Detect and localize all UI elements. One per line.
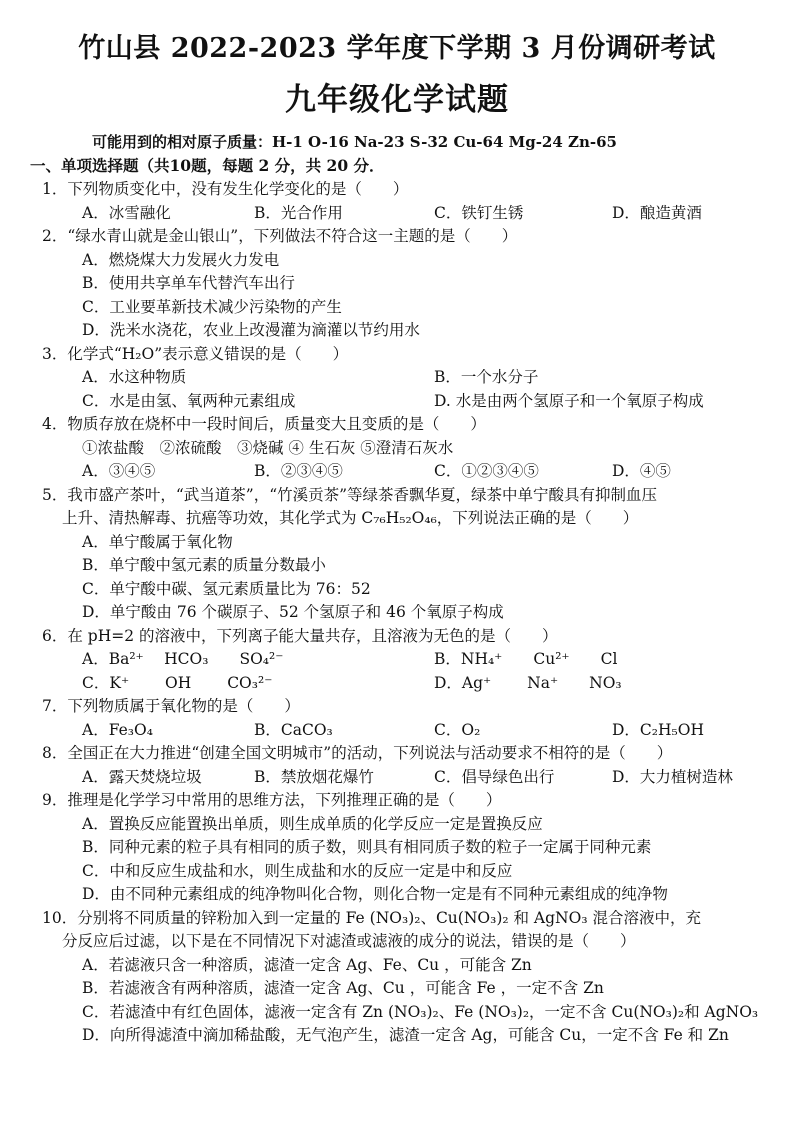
option-d: D．单宁酸由 76 个碳原子、52 个氢原子和 46 个氧原子构成 [82, 603, 504, 621]
question-stem: 8．全国正在大力推进“创建全国文明城市”的活动，下列说法与活动要求不相符的是（ ） [42, 744, 673, 762]
atomic-masses: 可能用到的相对原子质量：H-1 O-16 Na-23 S-32 Cu-64 Mg-24 Zn-65 [92, 133, 617, 151]
question-3 [30, 343, 764, 414]
option-b: B．CaCO₃ [254, 720, 333, 739]
option-c: C．若滤渣中有红色固体，滤液一定含有 Zn (NO₃)₂、Fe (NO₃)₂，一定不含 Cu(NO₃)₂和 AgNO₃ [82, 1002, 759, 1021]
question-options [30, 460, 764, 484]
question-9 [30, 789, 764, 907]
option-d: D．大力植树造林 [612, 767, 733, 786]
option-b: B．②③④⑤ [254, 462, 343, 480]
option-a: A．冰雪融化 [82, 203, 171, 222]
question-options [30, 366, 764, 413]
option-c: C．工业要革新技术减少污染物的产生 [82, 297, 342, 316]
question-10 [30, 907, 764, 1048]
option-c: C．中和反应生成盐和水，则生成盐和水的反应一定是中和反应 [82, 861, 513, 880]
option-c: C．铁钉生锈 [434, 203, 524, 222]
question-stem-continued: 分反应后过滤，以下是在不同情况下对滤渣或滤液的成分的说法，错误的是（ ） [62, 932, 636, 950]
option-b: B．禁放烟花爆竹 [254, 767, 374, 786]
option-c: C．①②③④⑤ [434, 462, 539, 480]
question-8 [30, 742, 764, 789]
question-stem: 4．物质存放在烧杯中一段时间后，质量变大且变质的是（ ） [42, 415, 486, 433]
question-stem: 1．下列物质变化中，没有发生化学变化的是（ ） [42, 180, 409, 198]
option-b: B．一个水分子 [434, 368, 539, 386]
option-d: D．酿造黄酒 [612, 203, 702, 222]
option-a: A．Ba²⁺ HCO₃ SO₄²⁻ [82, 650, 284, 668]
option-c: C．单宁酸中碳、氢元素质量比为 76：52 [82, 579, 371, 598]
option-d: D．由不同种元素组成的纯净物叫化合物，则化合物一定是有不同种元素组成的纯净物 [82, 885, 668, 903]
option-b: B．单宁酸中氢元素的质量分数最小 [82, 556, 326, 574]
option-d: D．向所得滤渣中滴加稀盐酸，无气泡产生，滤渣一定含 Ag，可能含 Cu，一定不含 Fe 和 Zn [82, 1026, 729, 1044]
option-c: C．O₂ [434, 720, 481, 739]
option-a: A．Fe₃O₄ [82, 720, 153, 739]
option-c: C．水是由氢、氧两种元素组成 [82, 391, 296, 410]
question-stem: 2．“绿水青山就是金山银山”，下列做法不符合这一主题的是（ ） [42, 227, 518, 245]
option-a: A．③④⑤ [82, 462, 156, 480]
question-stem: 9．推理是化学学习中常用的思维方法，下列推理正确的是（ ） [42, 791, 502, 809]
option-d: D．Ag⁺ Na⁺ NO₃ [434, 673, 622, 692]
question-stem: 5．我市盛产茶叶，“武当道茶”，“竹溪贡茶”等绿茶香飘华夏，绿茶中单宁酸具有抑制血压 [42, 485, 658, 504]
option-a: A．单宁酸属于氧化物 [82, 532, 233, 551]
question-options [30, 766, 764, 790]
question-options [30, 648, 764, 695]
option-b: B．若滤液含有两种溶质，滤渣一定含 Ag、Cu ，可能含 Fe ，一定不含 Zn [82, 979, 604, 997]
option-c: C．倡导绿色出行 [434, 767, 555, 786]
question-1 [30, 178, 764, 225]
question-2 [30, 225, 764, 343]
option-c: C．K⁺ OH CO₃²⁻ [82, 673, 273, 692]
question-options [30, 719, 764, 743]
question-4 [30, 413, 764, 484]
option-a: A．若滤液只含一种溶质，滤渣一定含 Ag、Fe、Cu ，可能含 Zn [82, 955, 532, 974]
question-items: ①浓盐酸 ②浓硫酸 ③烧碱 ④ 生石灰 ⑤澄清石灰水 [82, 438, 454, 457]
option-a: A．燃烧煤大力发展火力发电 [82, 250, 280, 269]
section-heading: 一、单项选择题（共10题，每题 2 分，共 20 分． [30, 156, 385, 175]
option-b: B．同种元素的粒子具有相同的质子数，则具有相同质子数的粒子一定属于同种元素 [82, 838, 652, 856]
question-6 [30, 625, 764, 696]
question-stem: 10．分别将不同质量的锌粉加入到一定量的 Fe (NO₃)₂、Cu(NO₃)₂ 和 AgNO₃ 混合溶液中，充 [42, 908, 701, 927]
option-b: B．使用共享单车代替汽车出行 [82, 274, 295, 292]
option-a: A．水这种物质 [82, 368, 187, 386]
option-d: D．洗米水浇花，农业上改漫灌为滴灌以节约用水 [82, 321, 420, 339]
option-a: A．置换反应能置换出单质，则生成单质的化学反应一定是置换反应 [82, 814, 543, 833]
exam-title: 竹山县 2022-2023 学年度下学期 3 月份调研考试 [78, 33, 716, 64]
question-options [30, 202, 764, 226]
question-stem-continued: 上升、清热解毒、抗癌等功效，其化学式为 C₇₆H₅₂O₄₆，下列说法正确的是（ ） [62, 509, 639, 527]
question-5 [30, 484, 764, 625]
question-7 [30, 695, 764, 742]
option-d: D. 水是由两个氢原子和一个氧原子构成 [434, 391, 704, 410]
question-stem: 6．在 pH=2 的溶液中，下列离子能大量共存，且溶液为无色的是（ ） [42, 626, 558, 645]
option-b: B．NH₄⁺ Cu²⁺ Cl [434, 650, 618, 668]
question-stem: 7．下列物质属于氧化物的是（ ） [42, 697, 300, 715]
option-b: B．光合作用 [254, 203, 343, 222]
option-d: D．④⑤ [612, 462, 671, 480]
question-stem: 3．化学式“H₂O”表示意义错误的是（ ） [42, 344, 349, 363]
option-a: A．露天焚烧垃圾 [82, 767, 202, 786]
exam-subtitle: 九年级化学试题 [285, 82, 509, 118]
option-d: D．C₂H₅OH [612, 720, 704, 739]
